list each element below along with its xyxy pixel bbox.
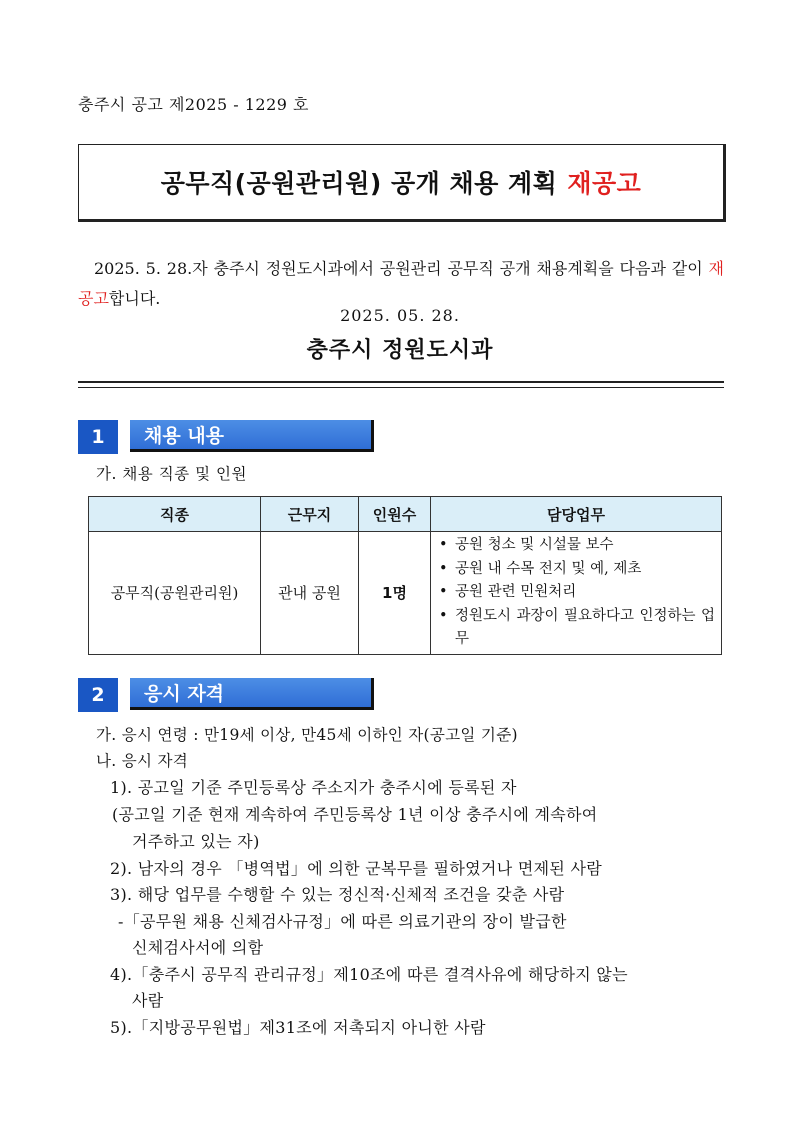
jobs-table (88, 496, 722, 655)
cell-job: 공무직(공원관리원) (89, 532, 261, 655)
divider-thin (78, 387, 724, 388)
cell-location: 관내 공원 (261, 532, 359, 655)
title-highlight: 재공고 (567, 169, 642, 198)
header-job: 직종 (89, 497, 261, 532)
qual-item: 1). 공고일 기준 주민등록상 주소지가 충주시에 등록된 자 (110, 778, 517, 797)
page-title (78, 144, 726, 222)
divider-thick (78, 381, 724, 383)
section-2-label: 응시 자격 (130, 678, 374, 710)
section-1-label: 채용 내용 (130, 420, 374, 452)
section-1-number: 1 (78, 420, 118, 454)
intro-highlight: 재공고 (78, 259, 724, 308)
qual-item: 4).「충주시 공무직 관리규정」제10조에 따른 결격사유에 해당하지 않는 (110, 965, 628, 984)
duty-item: • 공원 청소 및 시설물 보수 (439, 534, 715, 558)
age-requirement: 가. 응시 연령 : 만19세 이상, 만45세 이하인 자(공고일 기준) (96, 726, 518, 744)
table-row (89, 532, 722, 655)
notice-number: 충주시 공고 제2025 - 1229 호 (78, 95, 309, 114)
qual-item: -「공무원 채용 신체검사규정」에 따른 의료기관의 장이 발급한 (118, 912, 567, 931)
qual-item: 사람 (132, 991, 164, 1010)
duty-item: • 정원도시 과장이 필요하다고 인정하는 업무 (439, 605, 715, 652)
table-header-row (89, 497, 722, 532)
department-name: 충주시 정원도시과 (306, 337, 494, 363)
header-count: 인원수 (359, 497, 431, 532)
section-1-sub-a: 가. 채용 직종 및 인원 (96, 465, 247, 483)
duty-item: • 공원 내 수목 전지 및 예, 제초 (439, 558, 715, 582)
cell-duties (431, 532, 722, 655)
qual-item: (공고일 기준 현재 계속하여 주민등록상 1년 이상 충주시에 계속하여 (112, 805, 598, 824)
section-2-number: 2 (78, 678, 118, 712)
header-location: 근무지 (261, 497, 359, 532)
intro-paragraph (78, 254, 724, 314)
qual-item: 거주하고 있는 자) (132, 832, 260, 851)
cell-count: 1명 (359, 532, 431, 655)
notice-date: 2025. 05. 28. (340, 306, 460, 325)
qualification-title: 나. 응시 자격 (96, 752, 189, 770)
qual-item: 신체검사서에 의함 (132, 938, 264, 957)
intro-text: 2025. 5. 28.자 충주시 정원도시과에서 공원관리 공무직 공개 채용계획을 다음과 같이 (94, 259, 709, 278)
header-duties: 담당업무 (431, 497, 722, 532)
qual-item: 5).「지방공무원법」제31조에 저촉되지 아니한 사람 (110, 1018, 486, 1037)
qual-item: 2). 남자의 경우 「병역법」에 의한 군복무를 필하였거나 면제된 사람 (110, 859, 602, 878)
title-main: 공무직(공원관리원) 공개 채용 계획 (160, 169, 558, 198)
intro-text-end: 합니다. (108, 289, 161, 308)
qual-item: 3). 해당 업무를 수행할 수 있는 정신적·신체적 조건을 갖춘 사람 (110, 885, 565, 904)
duty-item: • 공원 관련 민원처리 (439, 581, 715, 605)
